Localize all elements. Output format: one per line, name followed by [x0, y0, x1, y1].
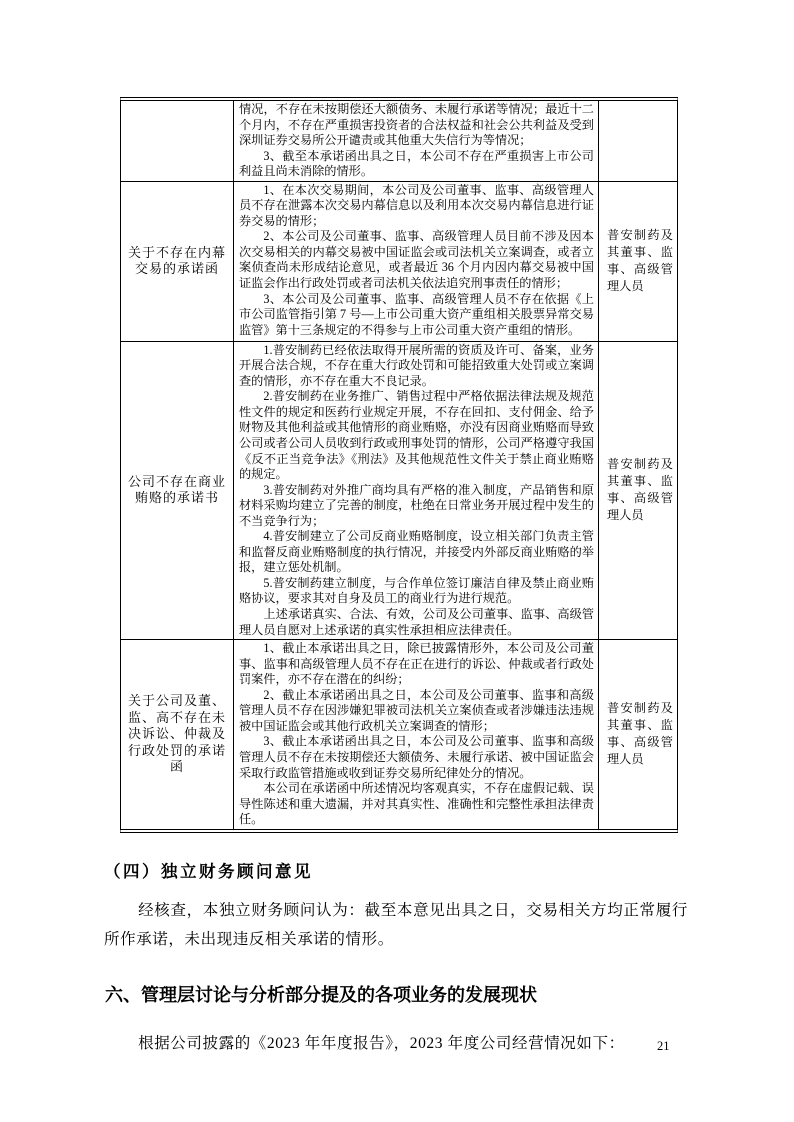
party-text: 普安制药及其董事、监事、高级管理人员 [607, 457, 673, 523]
content-cell [234, 341, 598, 639]
content-paragraph: 3、本公司及公司董事、监事、高级管理人员不存在依据《上市公司监管指引第 7 号—上市公司重大资产重组相关股票异常交易监管》第十三条规定的不得参与上市公司重大资产重组的情形。 [239, 291, 594, 337]
party-cell [598, 639, 677, 829]
party-cell [598, 101, 677, 181]
content-paragraph: 2、截止本承诺函出具之日，本公司及公司董事、监事和高级管理人员不存在因涉嫌犯罪被司法机关立案侦查或者涉嫌违法违规被中国证监会或其他行政机关立案调查的情形； [239, 687, 594, 733]
label-cell: 关于公司及董、监、高不存在未决诉讼、仲裁及行政处罚的承诺函 [121, 639, 234, 829]
party-text: 普安制药及其董事、监事、高级管理人员 [607, 701, 673, 767]
label-cell: 公司不存在商业贿赂的承诺书 [121, 341, 234, 639]
page-number: 21 [657, 1039, 670, 1053]
section-heading-management-discussion: 六、管理层讨论与分析部分提及的各项业务的发展现状 [105, 984, 537, 1005]
page-content [104, 97, 688, 1058]
content-cell [234, 181, 598, 341]
content-cell [234, 101, 598, 181]
label-cell [121, 101, 234, 181]
party-cell [598, 181, 677, 341]
content-paragraph: 1、在本次交易期间，本公司及公司董事、监事、高级管理人员不存在泄露本次交易内幕信息以及利用本次交易内幕信息进行证券交易的情形； [239, 182, 594, 228]
content-paragraph: 上述承诺真实、合法、有效，公司及公司董事、监事、高级管理人员自愿对上述承诺的真实性承担相应法律责任。 [239, 607, 594, 637]
content-paragraph: 1.普安制药已经依法取得开展所需的资质及许可、备案，业务开展合法合规，不存在重大行政处罚和可能招致重大处罚或立案调查的情形，亦不存在重大不良记录。 [239, 342, 594, 388]
content-paragraph: 1、截止本承诺出具之日，除已披露情形外，本公司及公司董事、监事和高级管理人员不存在正在进行的诉讼、仲裁或者行政处罚案件，亦不存在潜在的纠纷； [239, 641, 594, 687]
content-paragraph: 2、本公司及公司董事、监事、高级管理人员目前不涉及因本次交易相关的内幕交易被中国证监会或司法机关立案调查，或者立案侦查尚未形成结论意见，或者最近 36 个月内因内幕交易被中国证监会作出行政处罚或者司法机关依法追究刑事责任的情形； [239, 229, 594, 291]
content-paragraph: 4.普安制建立了公司反商业贿赂制度，设立相关部门负责主管和监督反商业贿赂制度的执行情况，并接受内外部反商业贿赂的举报，建立惩处机制。 [239, 529, 594, 575]
party-text: 普安制药及其董事、监事、高级管理人员 [607, 228, 673, 294]
content-paragraph: 5.普安制药建立制度，与合作单位签订廉洁自律及禁止商业贿赂协议，要求其对自身及员工的商业行为进行规范。 [239, 575, 594, 606]
section-heading-advisor-opinion: （四）独立财务顾问意见 [104, 862, 313, 881]
content-paragraph: 3、截至本承诺函出具之日，本公司不存在严重损害上市公司利益且尚未消除的情形。 [239, 148, 594, 179]
commitments-table [120, 97, 678, 833]
management-discussion-text: 根据公司披露的《2023 年年度报告》，2023 年度公司经营情况如下： [138, 1034, 625, 1052]
content-paragraph: 本公司在承诺函中所述情况均客观真实，不存在虚假记载、误导性陈述和重大遗漏，并对其真实性、准确性和完整性承担法律责任。 [239, 781, 594, 827]
content-paragraph: 3、截止本承诺函出具之日，本公司及公司董事、监事和高级管理人员不存在未按期偿还大额债务、未履行承诺、被中国证监会采取行政监管措施或收到证券交易所纪律处分的情况。 [239, 734, 594, 780]
party-cell [598, 341, 677, 639]
label-cell: 关于不存在内幕交易的承诺函 [121, 181, 234, 341]
content-paragraph: 2.普安制药在业务推广、销售过程中严格依据法律法规及规范性文件的规定和医药行业规定开展，不存在回扣、支付佣金、给予财物及其他利益或其他情形的商业贿赂，亦没有因商业贿赂而导致公司或者公司人员收到行政或刑事处罚的情形，公司严格遵守我国《反不正当竞争法》《刑法》及其他规范性文件关于禁止商业贿赂的规定。 [239, 389, 594, 482]
content-cell [234, 639, 598, 829]
content-paragraph: 3.普安制药对外推广商均具有严格的准入制度，产品销售和原材料采购均建立了完善的制度，杜绝在日常业务开展过程中发生的不当竞争行为； [239, 482, 594, 528]
content-paragraph: 情况，不存在未按期偿还大额债务、未履行承诺等情况；最近十二个月内，不存在严重损害投资者的合法权益和社会公共利益及受到深圳证券交易所公开谴责或其他重大失信行为等情况； [239, 102, 594, 148]
advisor-opinion-text: 经核查，本独立财务顾问认为：截至本意见出具之日，交易相关方均正常履行所作承诺，未出现违反相关承诺的情形。 [104, 901, 688, 948]
